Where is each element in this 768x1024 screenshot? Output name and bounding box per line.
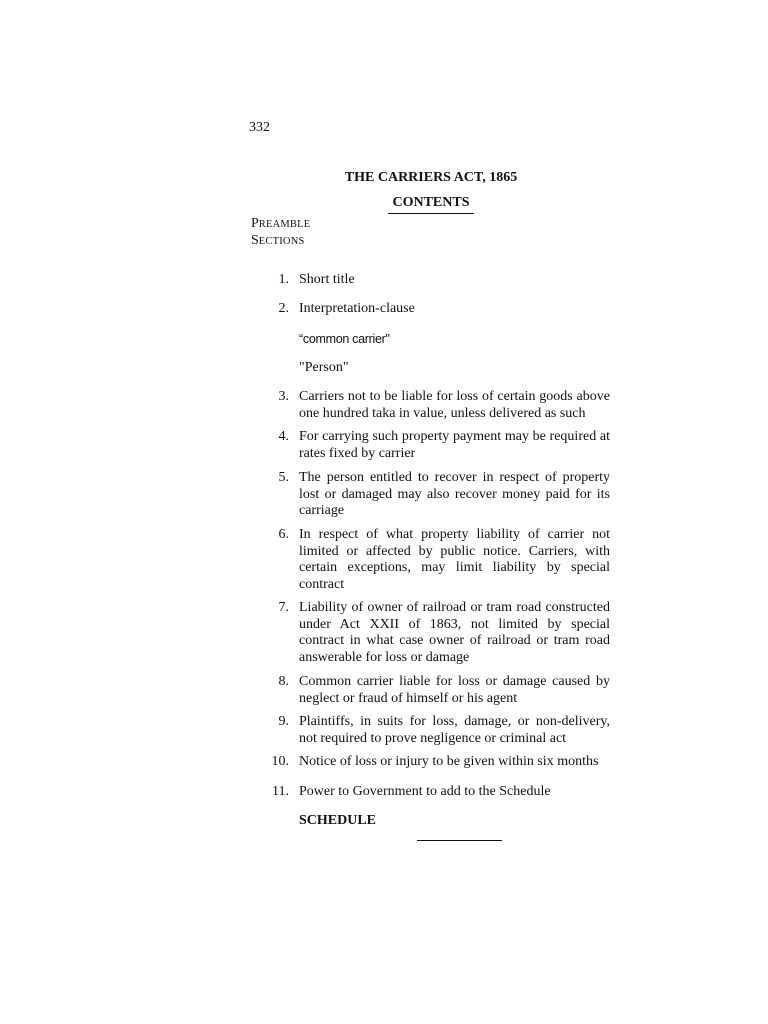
toc-item-text: Carriers not to be liable for loss of certain goods above one hundred taka in value, unless delivered as such <box>299 389 610 421</box>
definition-person: "Person" <box>299 360 349 375</box>
toc-item-number: 3. <box>278 389 289 404</box>
toc-item-text: Plaintiffs, in suits for loss, damage, or non-delivery, not required to prove negligence or criminal act <box>299 714 610 746</box>
toc-item-number: 8. <box>278 674 289 689</box>
preamble-label: PREAMBLE <box>251 216 311 231</box>
page-number: 332 <box>249 120 270 135</box>
toc-item-number: 11. <box>272 784 289 799</box>
toc-item-text: For carrying such property payment may be required at rates fixed by carrier <box>299 429 610 461</box>
toc-item-text: Interpretation-clause <box>299 301 415 316</box>
toc-item-number: 10. <box>271 754 289 769</box>
contents-underline <box>388 213 474 214</box>
toc-item-text: Common carrier liable for loss or damage caused by neglect or fraud of himself or his agent <box>299 674 610 706</box>
sections-label: SECTIONS <box>251 233 305 248</box>
toc-item-text: In respect of what property liability of carrier not limited or affected by public notice. Carriers, with certain exceptions, may limit liability by special contract <box>299 527 610 592</box>
toc-item-text: Notice of loss or injury to be given within six months <box>299 754 599 769</box>
toc-item-number: 6. <box>278 527 289 542</box>
toc-item-number: 5. <box>278 470 289 485</box>
toc-item-number: 4. <box>278 429 289 444</box>
toc-item-number: 1. <box>278 272 289 287</box>
toc-item-number: 2. <box>278 301 289 316</box>
contents-heading: CONTENTS <box>392 195 470 210</box>
schedule-heading: SCHEDULE <box>299 813 377 828</box>
toc-item-text: The person entitled to recover in respect of property lost or damaged may also recover money paid for its carriage <box>299 470 610 519</box>
toc-item-text: Power to Government to add to the Schedule <box>299 784 551 799</box>
toc-item-text: Liability of owner of railroad or tram road constructed under Act XXII of 1863, not limited by special contract in what case owner of railroad or tram road answerable for loss or damage <box>299 600 610 665</box>
end-divider <box>417 840 502 841</box>
toc-item-number: 9. <box>278 714 289 729</box>
act-title: THE CARRIERS ACT, 1865 <box>344 170 518 185</box>
toc-item-text: Short title <box>299 272 355 287</box>
toc-item-number: 7. <box>278 600 289 615</box>
definition-common-carrier: “common carrier" <box>299 332 390 346</box>
